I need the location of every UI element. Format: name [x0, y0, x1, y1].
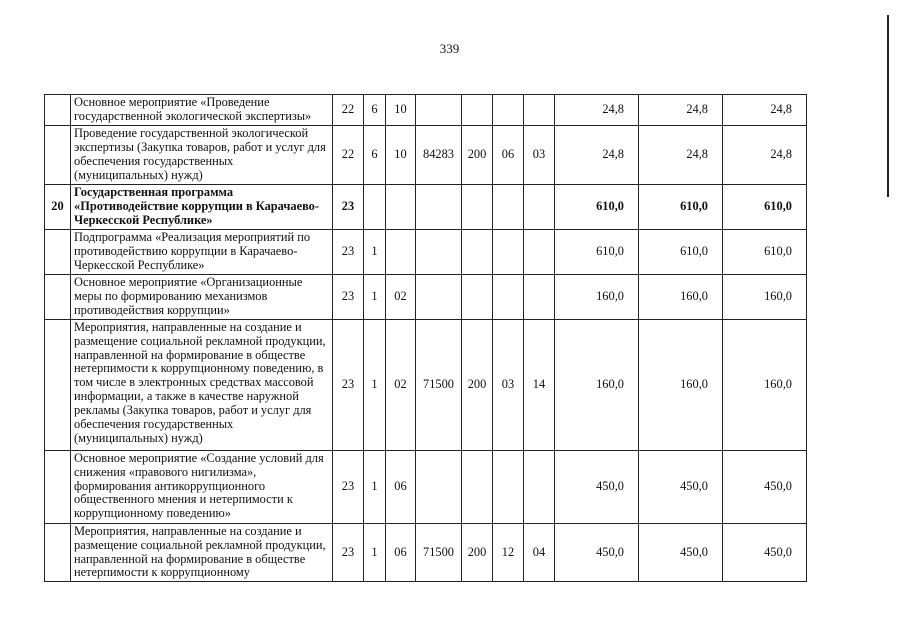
code-activity: 10 [386, 95, 416, 126]
row-number [45, 319, 71, 450]
code-program: 22 [333, 126, 364, 185]
row-number [45, 274, 71, 319]
code-section: 12 [493, 523, 524, 582]
amount-year-1: 450,0 [555, 523, 639, 582]
code-subprogram: 1 [364, 229, 386, 274]
code-activity: 06 [386, 450, 416, 523]
code-direction [416, 229, 462, 274]
row-description: Основное мероприятие «Организационные меры по формированию механизмов противодействия коррупции» [71, 274, 333, 319]
table-row [45, 450, 807, 523]
code-program: 22 [333, 95, 364, 126]
table-row [45, 523, 807, 582]
row-description: Государственная программа «Противодействие коррупции в Карачаево-Черкесской Республике» [71, 185, 333, 230]
code-direction [416, 450, 462, 523]
code-expense-type: 200 [462, 126, 493, 185]
code-section [493, 229, 524, 274]
code-section [493, 95, 524, 126]
amount-year-3: 24,8 [723, 95, 807, 126]
budget-table [44, 94, 807, 582]
code-section [493, 450, 524, 523]
amount-year-2: 160,0 [639, 319, 723, 450]
code-subsection [524, 185, 555, 230]
code-subprogram: 1 [364, 523, 386, 582]
table-row [45, 126, 807, 185]
code-expense-type [462, 229, 493, 274]
amount-year-1: 160,0 [555, 319, 639, 450]
code-section [493, 185, 524, 230]
amount-year-2: 450,0 [639, 523, 723, 582]
code-activity: 02 [386, 274, 416, 319]
code-subsection: 04 [524, 523, 555, 582]
code-expense-type: 200 [462, 523, 493, 582]
row-description: Основное мероприятие «Создание условий для снижения «правового нигилизма», формирования антикоррупционного общественного мнения и нетерпимости к коррупционному поведению» [71, 450, 333, 523]
code-subsection: 14 [524, 319, 555, 450]
code-direction: 84283 [416, 126, 462, 185]
code-expense-type [462, 450, 493, 523]
amount-year-2: 24,8 [639, 126, 723, 185]
code-activity: 10 [386, 126, 416, 185]
table-row [45, 229, 807, 274]
code-program: 23 [333, 274, 364, 319]
code-program: 23 [333, 229, 364, 274]
code-section: 03 [493, 319, 524, 450]
amount-year-1: 24,8 [555, 126, 639, 185]
amount-year-2: 610,0 [639, 229, 723, 274]
amount-year-2: 160,0 [639, 274, 723, 319]
code-direction [416, 95, 462, 126]
code-direction [416, 185, 462, 230]
page-number: 339 [439, 41, 460, 56]
code-subsection [524, 274, 555, 319]
code-activity: 06 [386, 523, 416, 582]
row-number: 20 [45, 185, 71, 230]
code-subprogram: 1 [364, 450, 386, 523]
code-direction: 71500 [416, 319, 462, 450]
table-row [45, 274, 807, 319]
code-activity: 02 [386, 319, 416, 450]
amount-year-3: 450,0 [723, 450, 807, 523]
row-description: Мероприятия, направленные на создание и размещение социальной рекламной продукции, направленной на формирование в обществе нетерпимости к коррупционному [71, 523, 333, 582]
code-direction [416, 274, 462, 319]
amount-year-3: 24,8 [723, 126, 807, 185]
row-description: Основное мероприятие «Проведение государственной экологической экспертизы» [71, 95, 333, 126]
code-subprogram: 6 [364, 95, 386, 126]
amount-year-3: 610,0 [723, 229, 807, 274]
amount-year-3: 610,0 [723, 185, 807, 230]
code-section [493, 274, 524, 319]
code-expense-type [462, 95, 493, 126]
code-activity [386, 229, 416, 274]
code-program: 23 [333, 319, 364, 450]
amount-year-2: 450,0 [639, 450, 723, 523]
code-program: 23 [333, 185, 364, 230]
code-program: 23 [333, 450, 364, 523]
code-direction: 71500 [416, 523, 462, 582]
table-row [45, 185, 807, 230]
amount-year-1: 160,0 [555, 274, 639, 319]
amount-year-1: 610,0 [555, 185, 639, 230]
code-subprogram: 6 [364, 126, 386, 185]
row-number [45, 450, 71, 523]
row-description: Проведение государственной экологической экспертизы (Закупка товаров, работ и услуг для обеспечения государственных (муниципальных) нужд) [71, 126, 333, 185]
row-number [45, 126, 71, 185]
code-program: 23 [333, 523, 364, 582]
code-activity [386, 185, 416, 230]
row-number [45, 523, 71, 582]
code-expense-type: 200 [462, 319, 493, 450]
code-expense-type [462, 274, 493, 319]
code-subsection [524, 229, 555, 274]
amount-year-1: 450,0 [555, 450, 639, 523]
code-subprogram: 1 [364, 319, 386, 450]
scan-edge-line [887, 15, 889, 197]
amount-year-2: 610,0 [639, 185, 723, 230]
code-subsection [524, 450, 555, 523]
amount-year-1: 24,8 [555, 95, 639, 126]
row-description: Подпрограмма «Реализация мероприятий по противодействию коррупции в Карачаево-Черкесской Республике» [71, 229, 333, 274]
code-subsection: 03 [524, 126, 555, 185]
row-number [45, 95, 71, 126]
amount-year-3: 160,0 [723, 274, 807, 319]
table-row [45, 95, 807, 126]
code-subprogram [364, 185, 386, 230]
row-description: Мероприятия, направленные на создание и размещение социальной рекламной продукции, направленной на формирование в обществе нетерпимости к коррупционному поведению, в том числе в электронных средствах массовой информации, а также в качестве наружной рекламы (Закупка товаров, работ и услуг для обеспечения государственных (муниципальных) нужд) [71, 319, 333, 450]
code-subsection [524, 95, 555, 126]
amount-year-3: 450,0 [723, 523, 807, 582]
amount-year-3: 160,0 [723, 319, 807, 450]
code-subprogram: 1 [364, 274, 386, 319]
code-expense-type [462, 185, 493, 230]
table-row [45, 319, 807, 450]
code-section: 06 [493, 126, 524, 185]
row-number [45, 229, 71, 274]
amount-year-1: 610,0 [555, 229, 639, 274]
amount-year-2: 24,8 [639, 95, 723, 126]
